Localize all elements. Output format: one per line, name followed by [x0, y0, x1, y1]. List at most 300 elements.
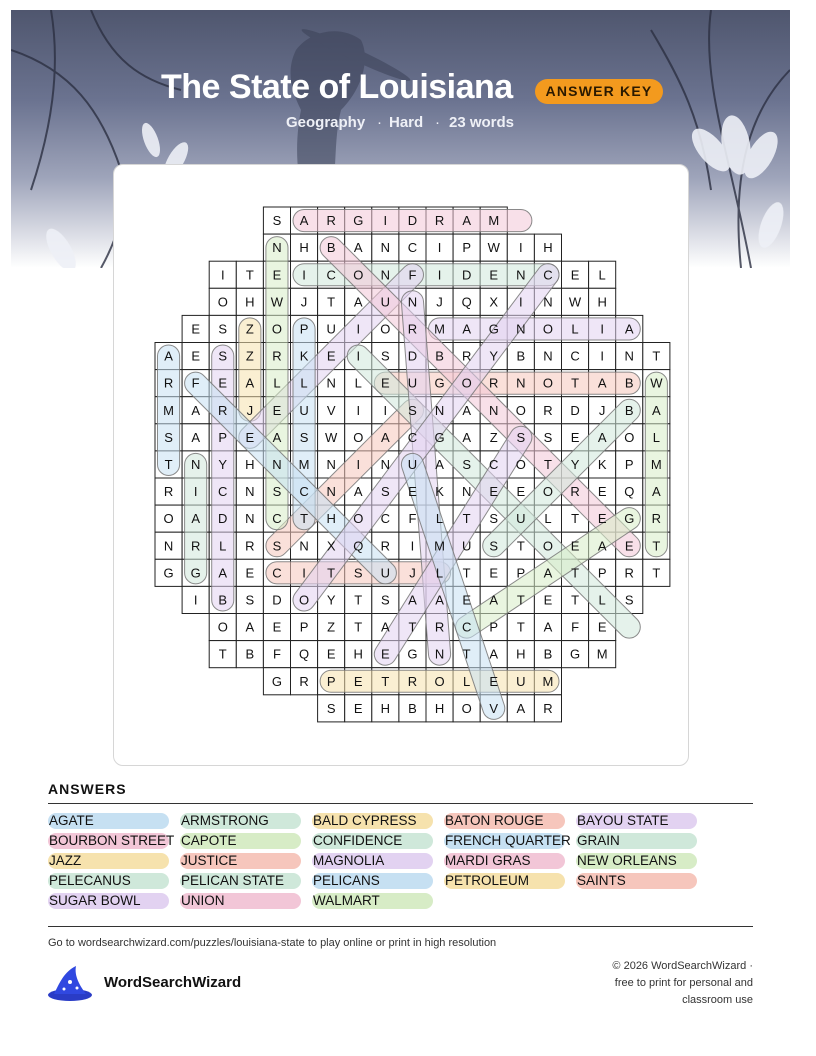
category-label: Geography: [286, 114, 366, 131]
grid-letter: L: [273, 375, 281, 391]
grid-letter: Y: [570, 456, 580, 472]
grid-letter: B: [218, 592, 228, 608]
answer-word: PELECANUS: [48, 873, 169, 889]
grid-letter: M: [650, 456, 662, 472]
grid-letter: G: [407, 646, 418, 662]
grid-letter: C: [380, 511, 391, 527]
grid-letter: L: [598, 592, 606, 608]
grid-letter: R: [407, 321, 418, 337]
grid-letter: P: [489, 619, 499, 635]
grid-letter: G: [488, 321, 499, 337]
grid-letter: T: [218, 646, 227, 662]
answer-word: BALD CYPRESS: [312, 813, 433, 829]
grid-letter: B: [516, 348, 526, 364]
grid-letter: T: [652, 565, 661, 581]
grid-letter: O: [353, 511, 364, 527]
grid-letter: E: [191, 321, 200, 337]
grid-letter: T: [571, 592, 580, 608]
grid-letter: O: [542, 484, 554, 500]
grid-letter: E: [353, 673, 363, 689]
play-online-link[interactable]: Go to wordsearchwizard.com/puzzles/louisiana-state to play online or print in high resolution: [48, 937, 497, 949]
grid-letter: U: [516, 673, 526, 689]
grid-letter: A: [597, 429, 607, 445]
grid-letter: P: [218, 429, 228, 445]
grid-letter: N: [516, 375, 526, 391]
grid-letter: Q: [461, 294, 472, 310]
grid-letter: S: [408, 402, 417, 418]
grid-letter: K: [597, 456, 607, 472]
grid-letter: H: [380, 700, 391, 716]
grid-letter: U: [380, 565, 391, 581]
answer-word: MAGNOLIA: [312, 853, 433, 869]
grid-letter: E: [570, 429, 580, 445]
wizard-hat-icon: [46, 962, 94, 1007]
grid-letter: L: [598, 267, 606, 283]
grid-letter: C: [218, 484, 228, 500]
grid-letter: L: [354, 375, 362, 391]
grid-letter: R: [461, 348, 472, 364]
grid-letter: O: [515, 456, 526, 472]
grid-letter: R: [299, 673, 309, 689]
grid-letter: N: [543, 294, 553, 310]
grid-letter: H: [326, 511, 336, 527]
grid-letter: C: [272, 511, 282, 527]
grid-letter: E: [218, 375, 228, 391]
grid-letter: I: [519, 294, 523, 310]
grid-letter: E: [624, 538, 634, 554]
grid-letter: U: [516, 511, 526, 527]
grid-letter: X: [489, 294, 499, 310]
grid-letter: S: [272, 484, 282, 500]
word-search-grid: [114, 165, 688, 765]
grid-letter: T: [543, 456, 552, 472]
grid-letter: J: [409, 565, 416, 581]
grid-letter: L: [435, 511, 444, 527]
grid-letter: D: [272, 592, 282, 608]
grid-letter: R: [570, 484, 580, 500]
grid-letter: I: [410, 538, 415, 554]
grid-letter: E: [489, 565, 499, 581]
grid-letter: L: [300, 375, 308, 391]
grid-letter: S: [245, 592, 255, 608]
grid-letter: I: [302, 565, 306, 581]
grid-letter: A: [164, 348, 173, 364]
grid-letter: T: [354, 619, 363, 635]
answer-word: BATON ROUGE: [444, 813, 565, 829]
grid-letter: C: [326, 267, 336, 283]
grid-letter: E: [570, 267, 580, 283]
grid-letter: T: [381, 673, 390, 689]
grid-letter: A: [381, 619, 390, 635]
grid-letter: I: [356, 456, 361, 472]
grid-letter: E: [597, 511, 607, 527]
grid-letter: X: [326, 538, 336, 554]
grid-letter: H: [516, 646, 526, 662]
grid-letter: I: [437, 267, 442, 283]
grid-letter: S: [164, 429, 173, 445]
grid-letter: S: [516, 429, 526, 445]
grid-letter: G: [569, 646, 581, 662]
grid-letter: O: [542, 375, 554, 391]
puzzle-card: [113, 164, 689, 766]
grid-letter: A: [191, 402, 200, 418]
grid-letter: E: [272, 402, 282, 418]
grid-letter: N: [326, 484, 336, 500]
answer-word: FRENCH QUARTER: [445, 833, 571, 848]
grid-letter: B: [624, 375, 634, 391]
answer-word: CAPOTE: [180, 833, 301, 849]
grid-letter: N: [272, 240, 282, 256]
grid-letter: N: [543, 348, 553, 364]
grid-letter: O: [271, 321, 283, 337]
grid-letter: D: [407, 213, 418, 229]
grid-letter: F: [191, 375, 200, 391]
grid-letter: I: [383, 402, 388, 418]
grid-letter: N: [245, 511, 255, 527]
grid-letter: H: [353, 646, 363, 662]
grid-letter: R: [272, 348, 282, 364]
grid-letter: H: [434, 700, 445, 716]
grid-letter: N: [272, 456, 282, 472]
grid-letter: L: [652, 429, 660, 445]
grid-letter: R: [218, 402, 228, 418]
grid-letter: J: [300, 294, 308, 310]
grid-letter: M: [434, 538, 445, 554]
grid-letter: B: [624, 402, 634, 418]
grid-letter: H: [543, 240, 553, 256]
copyright-line: © 2026 WordSearchWizard ·: [612, 960, 753, 972]
grid-letter: W: [650, 375, 663, 391]
grid-letter: P: [462, 240, 471, 256]
grid-letter: U: [326, 321, 336, 337]
grid-letter: T: [462, 565, 471, 581]
grid-letter: R: [326, 213, 336, 229]
grid-letter: A: [462, 402, 471, 418]
grid-letter: Q: [298, 646, 310, 662]
grid-letter: Y: [326, 592, 336, 608]
grid-letter: A: [624, 321, 634, 337]
grid-letter: A: [462, 429, 471, 445]
grid-letter: W: [487, 240, 500, 256]
grid-letter: S: [381, 484, 390, 500]
grid-letter: A: [408, 592, 417, 608]
grid-letter: N: [163, 538, 174, 554]
copyright-notice: [553, 958, 753, 1009]
grid-letter: F: [408, 267, 417, 283]
grid-letter: O: [515, 402, 526, 418]
grid-letter: I: [437, 240, 442, 256]
grid-letter: M: [163, 402, 174, 418]
answer-word: CONFIDENCE: [312, 833, 433, 849]
answers-heading: ANSWERS: [48, 781, 127, 797]
grid-letter: Z: [245, 321, 254, 337]
answer-word: ARMSTRONG: [180, 813, 301, 829]
grid-letter: P: [516, 565, 526, 581]
grid-letter: R: [407, 673, 418, 689]
grid-letter: T: [571, 375, 580, 391]
grid-letter: D: [218, 511, 228, 527]
grid-letter: M: [434, 321, 445, 337]
grid-letter: A: [299, 213, 309, 229]
grid-letter: U: [380, 294, 391, 310]
grid-letter: H: [245, 294, 255, 310]
grid-letter: A: [597, 375, 607, 391]
grid-letter: O: [434, 673, 445, 689]
grid-letter: G: [163, 565, 174, 581]
grid-letter: F: [571, 619, 580, 635]
puzzle-title: The State of Louisiana: [161, 68, 513, 106]
grid-letter: O: [353, 267, 364, 283]
grid-letter: P: [299, 619, 309, 635]
grid-letter: O: [542, 538, 554, 554]
grid-letter: O: [461, 375, 472, 391]
grid-letter: O: [380, 321, 391, 337]
grid-letter: U: [407, 456, 418, 472]
grid-letter: E: [326, 646, 336, 662]
grid-letter: A: [652, 484, 661, 500]
grid-letter: R: [434, 619, 445, 635]
grid-letter: I: [356, 402, 361, 418]
found-word-highlight: [429, 318, 641, 340]
answer-word: UNION: [180, 893, 301, 909]
grid-letter: C: [461, 619, 472, 635]
grid-letter: T: [327, 294, 336, 310]
grid-letter: N: [190, 456, 201, 472]
grid-letter: E: [597, 619, 607, 635]
grid-letter: I: [193, 484, 198, 500]
grid-letter: L: [571, 321, 579, 337]
grid-letter: W: [568, 294, 582, 310]
grid-letter: N: [245, 484, 255, 500]
grid-letter: C: [272, 565, 282, 581]
answers-divider: [48, 803, 753, 804]
answer-word: SUGAR BOWL: [48, 893, 169, 909]
grid-letter: A: [597, 538, 607, 554]
grid-letter: P: [299, 321, 309, 337]
grid-letter: N: [489, 402, 499, 418]
grid-letter: B: [543, 646, 553, 662]
grid-letter: A: [272, 429, 282, 445]
grid-letter: N: [516, 267, 526, 283]
grid-letter: W: [325, 429, 338, 445]
answer-word: WALMART: [312, 893, 433, 909]
grid-letter: E: [245, 565, 255, 581]
grid-letter: E: [516, 484, 526, 500]
grid-letter: F: [408, 511, 417, 527]
grid-letter: E: [489, 673, 499, 689]
grid-letter: O: [163, 511, 174, 527]
grid-letter: A: [245, 619, 255, 635]
grid-letter: R: [624, 565, 634, 581]
answer-word: PELICANS: [312, 873, 433, 889]
grid-letter: T: [652, 348, 661, 364]
grid-letter: N: [461, 484, 472, 500]
grid-letter: R: [543, 402, 553, 418]
grid-letter: A: [462, 213, 471, 229]
grid-letter: A: [489, 646, 499, 662]
grid-letter: I: [383, 213, 388, 229]
grid-letter: H: [597, 294, 607, 310]
grid-letter: I: [356, 348, 361, 364]
grid-letter: K: [435, 484, 444, 500]
grid-letter: V: [326, 402, 336, 418]
grid-letter: B: [408, 700, 417, 716]
grid-letter: L: [463, 673, 471, 689]
grid-letter: N: [407, 294, 418, 310]
grid-letter: E: [272, 267, 282, 283]
grid-letter: G: [190, 565, 201, 581]
grid-letter: A: [353, 484, 363, 500]
grid-letter: A: [435, 456, 444, 472]
grid-letter: W: [270, 294, 284, 310]
grid-letter: O: [353, 429, 364, 445]
grid-letter: E: [191, 348, 200, 364]
grid-letter: L: [544, 511, 552, 527]
grid-letter: T: [462, 646, 471, 662]
grid-letter: S: [218, 348, 228, 364]
meta-separator: ·: [435, 114, 440, 131]
grid-letter: T: [571, 565, 580, 581]
grid-letter: J: [436, 294, 443, 310]
grid-letter: E: [272, 619, 282, 635]
grid-letter: S: [462, 456, 471, 472]
answer-word: MARDI GRAS: [444, 853, 565, 869]
grid-letter: V: [489, 700, 499, 716]
grid-letter: S: [353, 565, 363, 581]
grid-letter: O: [217, 619, 228, 635]
footer-divider: [48, 926, 753, 927]
grid-letter: A: [245, 375, 255, 391]
grid-letter: H: [299, 240, 309, 256]
difficulty-label: Hard: [389, 114, 424, 131]
grid-letter: E: [245, 429, 255, 445]
grid-letter: E: [597, 484, 607, 500]
grid-letter: N: [516, 321, 526, 337]
grid-letter: N: [380, 240, 391, 256]
grid-letter: C: [407, 240, 418, 256]
grid-letter: E: [570, 538, 580, 554]
grid-letter: O: [624, 429, 635, 445]
grid-letter: T: [516, 538, 525, 554]
grid-letter: S: [489, 511, 499, 527]
grid-letter: C: [570, 348, 580, 364]
grid-letter: A: [435, 592, 444, 608]
grid-letter: I: [600, 348, 604, 364]
grid-letter: M: [542, 673, 554, 689]
grid-letter: A: [353, 294, 363, 310]
answer-word: BOURBON STREET: [49, 833, 175, 848]
grid-letter: R: [245, 538, 255, 554]
grid-letter: N: [326, 375, 336, 391]
grid-letter: A: [489, 592, 499, 608]
grid-letter: J: [246, 402, 254, 418]
grid-letter: S: [543, 429, 553, 445]
brand-name: WordSearchWizard: [104, 974, 242, 991]
grid-letter: E: [489, 267, 499, 283]
grid-letter: E: [381, 646, 390, 662]
grid-letter: M: [488, 213, 500, 229]
answer-word: BAYOU STATE: [576, 813, 697, 829]
grid-letter: B: [326, 240, 336, 256]
grid-letter: I: [519, 240, 523, 256]
grid-letter: E: [462, 592, 471, 608]
grid-letter: E: [381, 375, 390, 391]
grid-letter: C: [489, 456, 499, 472]
grid-letter: G: [271, 673, 283, 689]
grid-letter: R: [543, 700, 553, 716]
grid-letter: S: [624, 592, 634, 608]
grid-letter: A: [381, 429, 390, 445]
grid-letter: U: [407, 375, 418, 391]
grid-letter: Z: [245, 348, 254, 364]
grid-letter: T: [571, 511, 580, 527]
grid-letter: I: [302, 267, 306, 283]
grid-letter: C: [299, 484, 309, 500]
answer-word: AGATE: [48, 813, 169, 829]
grid-letter: E: [543, 592, 553, 608]
grid-letter: L: [219, 538, 227, 554]
grid-letter: I: [356, 321, 361, 337]
grid-letter: F: [272, 646, 281, 662]
grid-letter: C: [407, 429, 418, 445]
copyright-line: free to print for personal and: [614, 977, 753, 989]
grid-letter: O: [298, 592, 310, 608]
grid-letter: N: [624, 348, 634, 364]
grid-letter: R: [380, 538, 391, 554]
grid-letter: T: [245, 267, 254, 283]
grid-letter: E: [408, 484, 417, 500]
grid-letter: T: [652, 538, 661, 554]
grid-letter: A: [543, 565, 553, 581]
grid-letter: O: [461, 700, 472, 716]
grid-letter: K: [299, 348, 309, 364]
grid-letter: T: [300, 511, 309, 527]
grid-letter: C: [543, 267, 553, 283]
answer-word: JUSTICE: [180, 853, 301, 869]
grid-letter: E: [353, 700, 363, 716]
answer-word: SAINTS: [576, 873, 697, 889]
answer-word: GRAIN: [576, 833, 697, 849]
grid-letter: E: [489, 484, 499, 500]
grid-letter: A: [652, 402, 661, 418]
grid-letter: I: [193, 592, 198, 608]
grid-letter: I: [600, 321, 604, 337]
grid-letter: T: [327, 565, 336, 581]
grid-letter: N: [380, 456, 391, 472]
grid-letter: R: [163, 484, 174, 500]
grid-letter: H: [245, 456, 255, 472]
grid-letter: T: [462, 511, 471, 527]
grid-letter: A: [543, 619, 553, 635]
grid-letter: B: [435, 348, 444, 364]
grid-letter: S: [272, 213, 282, 229]
word-count-label: 23 words: [449, 114, 515, 131]
meta-separator: ·: [377, 114, 382, 131]
grid-letter: Y: [489, 348, 499, 364]
grid-letter: N: [299, 538, 309, 554]
grid-letter: A: [218, 565, 228, 581]
grid-letter: M: [596, 646, 608, 662]
answer-word: PELICAN STATE: [180, 873, 301, 889]
grid-letter: B: [245, 646, 255, 662]
grid-letter: N: [326, 456, 336, 472]
grid-letter: D: [461, 267, 472, 283]
grid-letter: T: [516, 619, 525, 635]
grid-letter: Z: [327, 619, 336, 635]
grid-letter: R: [489, 375, 499, 391]
grid-letter: S: [489, 538, 499, 554]
copyright-line: classroom use: [682, 994, 753, 1006]
